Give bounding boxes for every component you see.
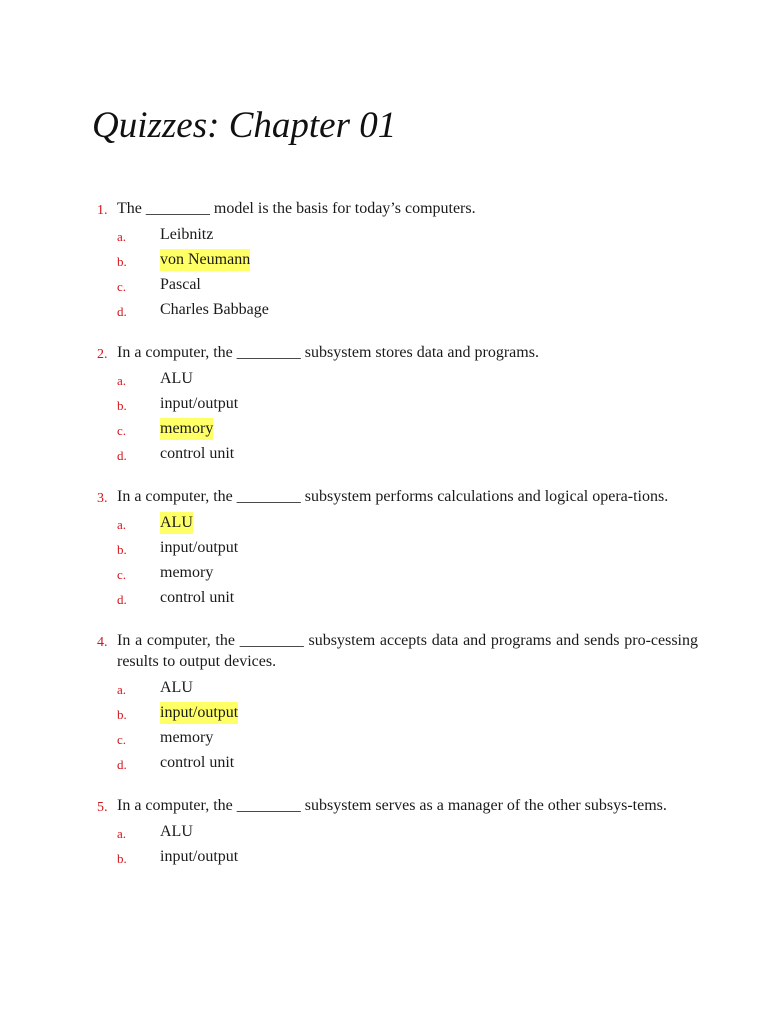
choice-text: ALU <box>160 370 193 387</box>
choice-item <box>0 537 768 562</box>
question-text: In a computer, the ________ subsystem serves as a manager of the other subsys-tems. <box>117 797 667 814</box>
choice-letter: d. <box>117 757 127 772</box>
choice-list <box>0 224 768 324</box>
question-text: In a computer, the ________ subsystem stores data and programs. <box>117 344 539 361</box>
page-title: Quizzes: Chapter 01 <box>92 105 397 146</box>
choice-text: Leibnitz <box>160 226 214 243</box>
question-text: The ________ model is the basis for today’s computers. <box>117 200 476 217</box>
question-number: 5. <box>97 800 108 815</box>
choice-letter: a. <box>117 373 127 388</box>
question-number: 3. <box>97 491 108 506</box>
choice-list <box>0 677 768 777</box>
choice-letter: a. <box>117 517 127 532</box>
question-list <box>0 198 768 889</box>
question-number: 4. <box>97 635 108 650</box>
choice-text: von Neumann <box>160 249 250 271</box>
question-number: 2. <box>97 347 108 362</box>
choice-text: memory <box>160 418 213 440</box>
choice-item <box>0 821 768 846</box>
choice-item <box>0 418 768 443</box>
choice-text: memory <box>160 564 214 581</box>
question-text: In a computer, the ________ subsystem accepts data and programs and sends pro-cessing results to output devices. <box>117 632 698 670</box>
choice-text: input/output <box>160 539 239 556</box>
choice-letter: b. <box>117 542 127 557</box>
question-5 <box>0 795 768 871</box>
question-2 <box>0 342 768 468</box>
choice-letter: c. <box>117 567 127 582</box>
choice-letter: d. <box>117 304 127 319</box>
choice-text: input/output <box>160 702 238 724</box>
choice-letter: a. <box>117 682 127 697</box>
choice-list <box>0 821 768 871</box>
choice-item <box>0 702 768 727</box>
choice-letter: c. <box>117 732 127 747</box>
choice-letter: b. <box>117 707 127 722</box>
question-number: 1. <box>97 203 108 218</box>
choice-item <box>0 752 768 777</box>
choice-text: Pascal <box>160 276 201 293</box>
choice-letter: d. <box>117 448 127 463</box>
choice-letter: c. <box>117 279 127 294</box>
choice-item <box>0 727 768 752</box>
choice-text: control unit <box>160 589 235 606</box>
choice-letter: b. <box>117 398 127 413</box>
choice-letter: d. <box>117 592 127 607</box>
choice-text: ALU <box>160 512 193 534</box>
choice-item <box>0 393 768 418</box>
question-1 <box>0 198 768 324</box>
choice-text: input/output <box>160 848 239 865</box>
choice-letter: a. <box>117 826 127 841</box>
question-text: In a computer, the ________ subsystem performs calculations and logical opera-tions. <box>117 488 669 505</box>
choice-item <box>0 299 768 324</box>
choice-text: ALU <box>160 823 193 840</box>
choice-letter: b. <box>117 254 127 269</box>
choice-text: Charles Babbage <box>160 301 269 318</box>
choice-letter: a. <box>117 229 127 244</box>
choice-text: control unit <box>160 445 235 462</box>
choice-letter: b. <box>117 851 127 866</box>
choice-list <box>0 368 768 468</box>
choice-item <box>0 224 768 249</box>
choice-text: control unit <box>160 754 235 771</box>
choice-text: input/output <box>160 395 239 412</box>
choice-item <box>0 562 768 587</box>
choice-item <box>0 677 768 702</box>
choice-item <box>0 368 768 393</box>
choice-text: memory <box>160 729 214 746</box>
choice-text: ALU <box>160 679 193 696</box>
choice-item <box>0 587 768 612</box>
choice-list <box>0 512 768 612</box>
question-3 <box>0 486 768 612</box>
choice-item <box>0 512 768 537</box>
choice-item <box>0 274 768 299</box>
choice-item <box>0 249 768 274</box>
choice-letter: c. <box>117 423 127 438</box>
choice-item <box>0 846 768 871</box>
question-4 <box>0 630 768 777</box>
choice-item <box>0 443 768 468</box>
